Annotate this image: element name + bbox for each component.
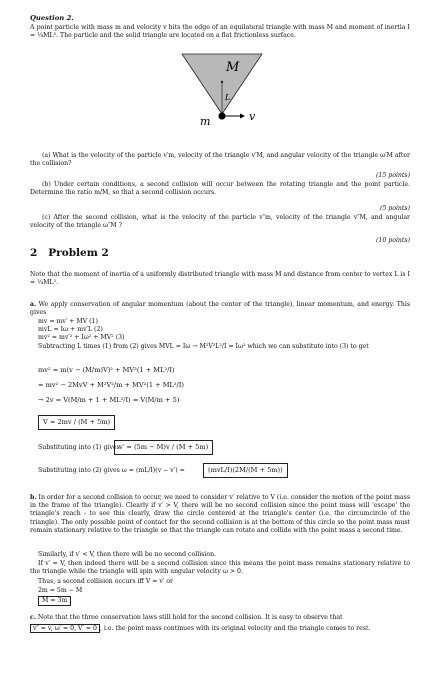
part-c-question: (c) After the second collision, what is the velocity of the particle v″m, velocity of the triangle v″M, and angular velocity of the triangle ω″M ?	[30, 214, 410, 230]
subtract-text: Subtracting L times (1) from (2) gives MVL = Iω → M²V²L²/I = Iω² which we can substitute into (3) to get	[38, 343, 369, 350]
section-title: Problem 2	[48, 247, 109, 259]
derivation-2: = mv² − 2MvV + M²V²/m + MV²(1 + ML²/I)	[38, 381, 184, 389]
mass-m-label: m	[200, 115, 211, 128]
part-b-eq: 2m = 5m − M	[38, 587, 83, 594]
derivation-3: → 2v = V(M/m + 1 + ML²/I) = V(M/m + 5)	[38, 396, 180, 404]
sub1-prefix: Substituting into (1) gives	[38, 444, 120, 451]
part-c-p2	[30, 624, 410, 633]
triangle-center-dot	[221, 81, 223, 83]
velocity-label: v	[249, 110, 256, 123]
part-b-p4: Thus, a second collision occurs iff V = v′ or	[38, 578, 173, 585]
particle-dot	[218, 112, 225, 119]
eq-2: mvL = Iω + mv′L (2)	[38, 326, 103, 333]
part-b-p1-text: In order for a second collision to occur, we need to consider v′ relative to V (i.e. consider the motion of the point mass in the frame of the triangle). Clearly if v′ > V, there will be no second collision since the point mass will 'escape' the triangle's reach - to see this clearly, draw the circle centered at the triangle's center (i.e. the circumcircle of the triangle). The only possible point of contact for the second collision is at the bottom of this circle so the point mass must remain stationary relative to the triangle so that the triangle can rotate and collide with the point mass a second time.	[30, 494, 411, 534]
question-heading: Question 2.	[30, 14, 74, 22]
boxed-final: v″ = v, ω′ = 0, V′ = 0	[30, 624, 100, 633]
part-c-points: (10 points)	[376, 237, 410, 244]
length-label: L	[225, 93, 231, 102]
question-intro: A point particle with mass m and velocity v hits the edge of an equilateral triangle with mass M and moment of inertia I = ¼ML². The particle and the solid triangle are located on a flat frictionless surface.	[30, 24, 410, 40]
part-b-p2: Similarly, if v′ < V, then there will be no second collision.	[38, 551, 217, 558]
part-c-p1	[30, 614, 410, 622]
part-c-p1-end: , i.e. the point mass continues with its original velocity and the triangle comes to rest.	[100, 625, 371, 632]
part-a-question: (a) What is the velocity of the particle v′m, velocity of the triangle v′M, and angular velocity of the triangle ω′M after the collision?	[30, 152, 410, 168]
part-b-p1	[30, 494, 410, 535]
sub2-prefix: Substituting into (2) gives ω = (mL/I)(v − v′) =	[38, 467, 185, 474]
triangle-figure	[160, 50, 280, 140]
boxed-v-prime: v′ = (5m − M)v / (M + 5m)	[114, 440, 213, 455]
part-a-intro-text: We apply conservation of angular momentum (about the center of the triangle), linear momentum, and energy. This gives	[30, 301, 410, 317]
eq-1: mv = mv′ + MV (1)	[38, 318, 98, 325]
section-heading	[30, 247, 109, 261]
mass-M-label: M	[226, 60, 240, 75]
boxed-omega: (mvL/I)(2M/(M + 5m))	[203, 463, 288, 478]
part-a-intro	[30, 301, 410, 317]
part-b-points: (5 points)	[379, 205, 410, 212]
arrow-head-icon	[240, 114, 245, 119]
derivation-1: mv² = m(v − (M/m)V)² + MV²(1 + ML²/I)	[38, 366, 175, 374]
part-b-p3: If v′ = V, then indeed there will be a second collision since this means the point mass remains stationary relative to the triangle while the triangle will spin with angular velocity ω > 0.	[30, 560, 410, 576]
part-c-label: c.	[30, 614, 36, 621]
part-a-points: (15 points)	[376, 172, 410, 179]
boxed-M-3m: M = 3m	[38, 596, 71, 606]
part-b-label: b.	[30, 494, 37, 501]
part-a-label: a.	[30, 301, 37, 308]
boxed-V: V = 2mv / (M + 5m)	[38, 415, 115, 430]
part-c-p1-text: Note that the three conservation laws still hold for the second collision. It is easy to observe that	[37, 614, 343, 621]
inertia-note: Note that the moment of inertia of a uniformly distributed triangle with mass M and distance from center to vertex L is I = ¼ML².	[30, 271, 410, 287]
section-number: 2	[30, 247, 38, 259]
eq-3: mv² = mv′² + Iω² + MV² (3)	[38, 334, 125, 341]
part-b-question: (b) Under certain conditions, a second collision will occur between the rotating triangle and the point particle. Determine the ratio m/M, so that a second collision occurs.	[30, 181, 410, 197]
